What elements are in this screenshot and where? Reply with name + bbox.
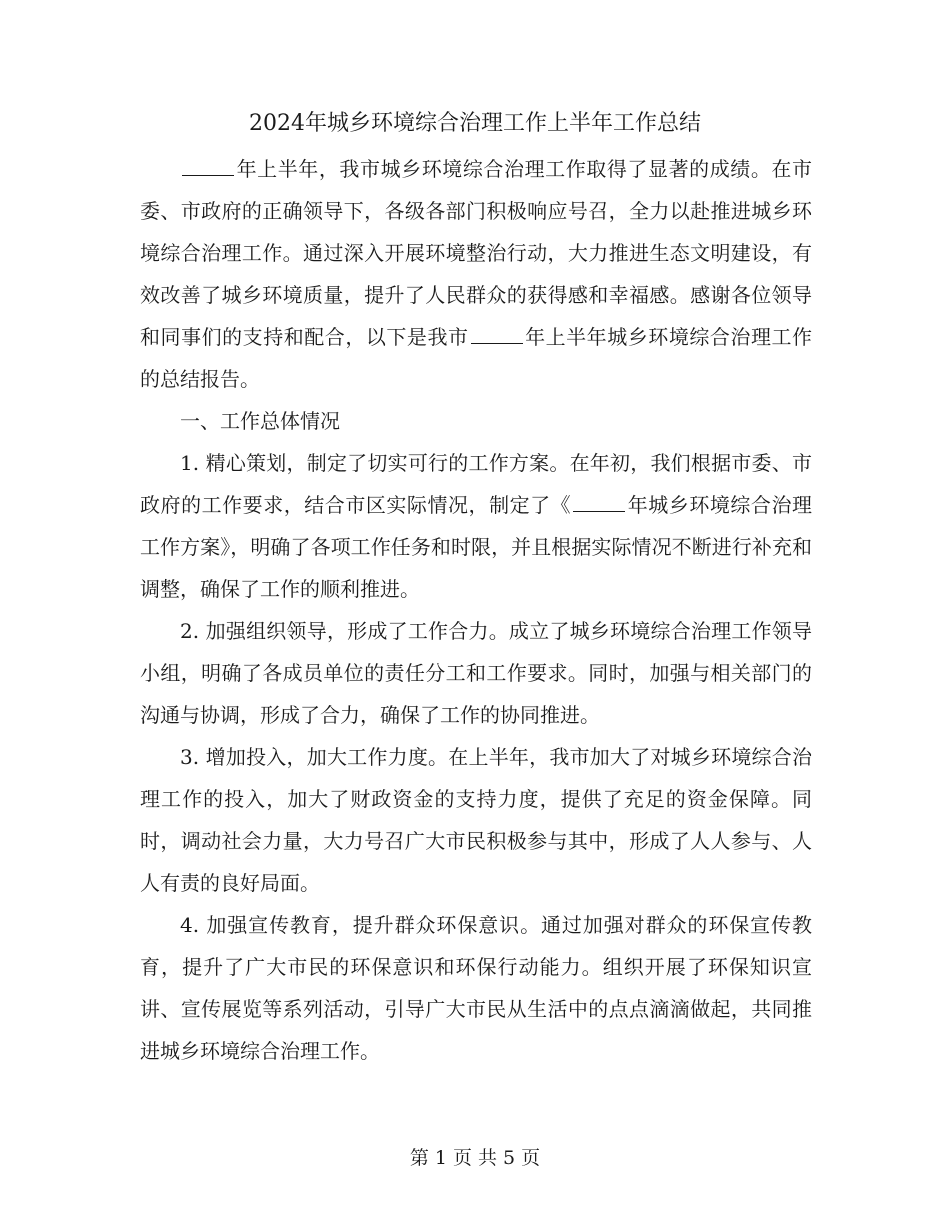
paragraph-item-4: 4. 加强宣传教育，提升群众环保意识。通过加强对群众的环保宣传教育，提升了广大市民的环保意识和环保行动能力。组织开展了环保知识宣讲、宣传展览等系列活动，引导广大市民从生活中的点点滴滴做起，共同推进城乡环境综合治理工作。 (140, 913, 812, 1063)
document-title: 2024年城乡环境综合治理工作上半年工作总结 (249, 111, 701, 136)
section-heading: 一、工作总体情况 (180, 409, 340, 433)
paragraph-item-3: 3. 增加投入，加大工作力度。在上半年，我市加大了对城乡环境综合治理工作的投入，加大了财政资金的支持力度，提供了充足的资金保障。同时，调动社会力量，大力号召广大市民积极参与其中，形成了人人参与、人人有责的良好局面。 (140, 745, 812, 895)
paragraph-item-1: 1. 精心策划，制定了切实可行的工作方案。在年初，我们根据市委、市政府的工作要求，结合市区实际情况，制定了《 年城乡环境综合治理工作方案》，明确了各项工作任务和时限，并且根据实际情况不断进行补充和调整，确保了工作的顺利推进。 (140, 451, 813, 601)
blank-underline (182, 157, 234, 176)
paragraph-intro: 年上半年，我市城乡环境综合治理工作取得了显著的成绩。在市委、市政府的正确领导下，各级各部门积极响应号召，全力以赴推进城乡环境综合治理工作。通过深入开展环境整治行动，大力推进生态文明建设，有效改善了城乡环境质量，提升了人民群众的获得感和幸福感。感谢各位领导和同事们的支持和配合，以下是我市 年上半年城乡环境综合治理工作的总结报告。 (140, 157, 813, 391)
blank-underline (573, 493, 625, 512)
blank-underline (471, 325, 523, 344)
page-number-footer: 第 1 页 共 5 页 (409, 1147, 541, 1169)
paragraph-item-2: 2. 加强组织领导，形成了工作合力。成立了城乡环境综合治理工作领导小组，明确了各成员单位的责任分工和工作要求。同时，加强与相关部门的沟通与协调，形成了合力，确保了工作的协同推进。 (140, 619, 812, 727)
document-body (140, 148, 812, 1072)
